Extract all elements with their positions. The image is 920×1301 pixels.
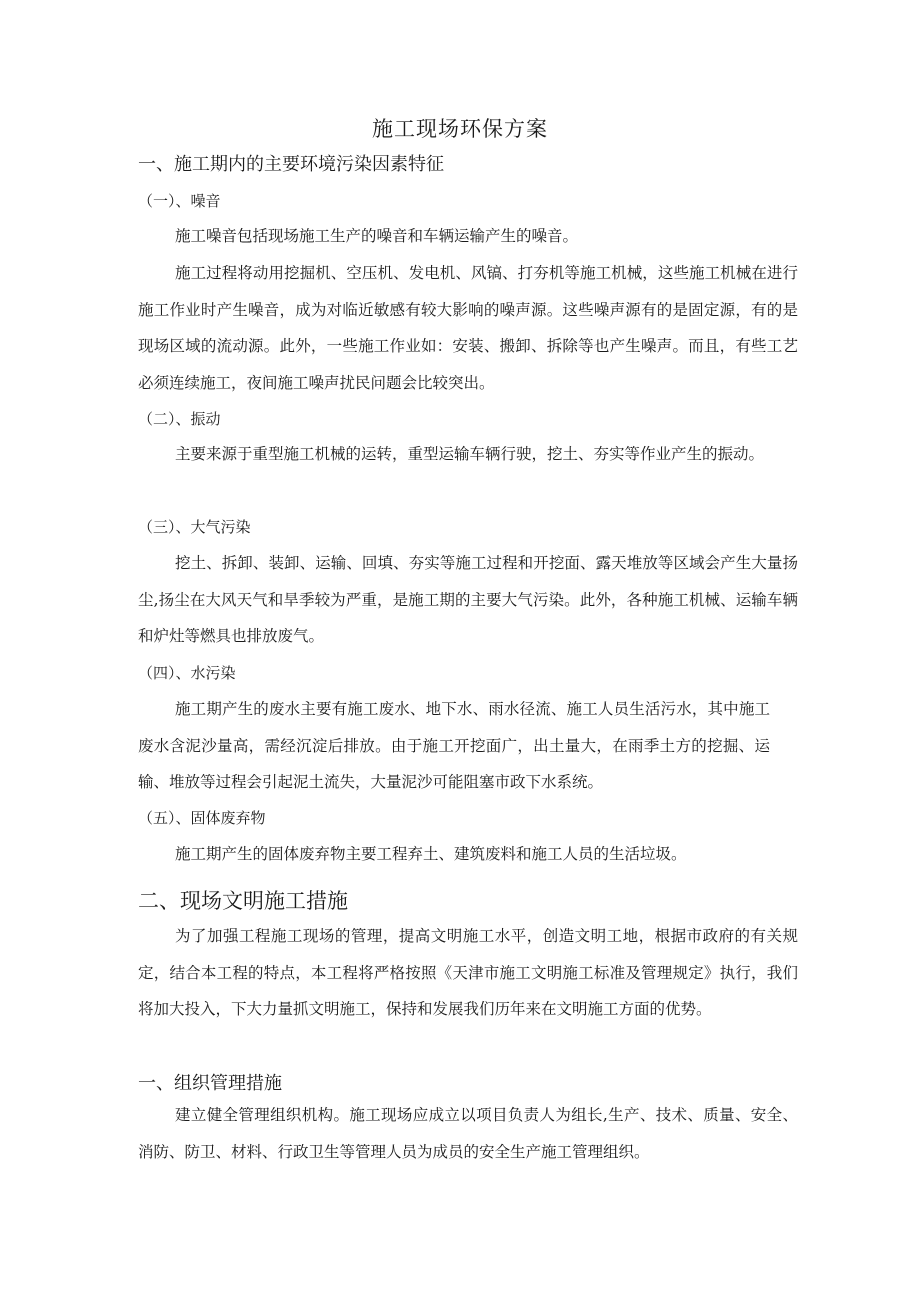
subheading-noise: （一）、噪音 [138,192,221,210]
subheading-organization-measures: 一、组织管理措施 [138,1073,282,1094]
paragraph-air-pollution: 挖土、拆卸、装卸、运输、回填、夯实等施工过程和开挖面、露天堆放等区域会产生大量扬尘,扬尘在大风天气和旱季较为严重，是施工期的主要大气污染。此外，各种施工机械、运输车辆和炉灶等燃具也排放废气。 [138,554,798,645]
document-title: 施工现场环保方案 [372,117,548,141]
section-heading-civilized-construction: 二、现场文明施工措施 [138,889,348,913]
subheading-water-pollution: （四）、水污染 [138,664,236,682]
section-heading-pollution-factors: 一、施工期内的主要环境污染因素特征 [138,154,444,175]
paragraph-civilized-construction: 为了加强工程施工现场的管理，提高文明施工水平，创造文明工地，根据市政府的有关规定，结合本工程的特点，本工程将严格按照《天津市施工文明施工标准及管理规定》执行，我们将加大投入，下大力量抓文明施工，保持和发展我们历年来在文明施工方面的优势。 [138,927,798,1018]
subheading-air-pollution: （三）、大气污染 [138,518,251,536]
subheading-solid-waste: （五）、固体废弃物 [138,809,266,827]
paragraph-vibration: 主要来源于重型施工机械的运转，重型运输车辆行驶，挖土、夯实等作业产生的振动。 [175,445,765,463]
paragraph-noise-sources: 施工噪音包括现场施工生产的噪音和车辆运输产生的噪音。 [175,227,579,245]
paragraph-noise-details: 施工过程将动用挖掘机、空压机、发电机、风镐、打夯机等施工机械，这些施工机械在进行施工作业时产生噪音，成为对临近敏感有较大影响的噪声源。这些噪声源有的是固定源，有的是现场区域的流动源。此外，一些施工作业如：安装、搬卸、拆除等也产生噪声。而且，有些工艺必须连续施工，夜间施工噪声扰民问题会比较突出。 [138,264,798,392]
subheading-vibration: （二）、振动 [138,410,221,428]
paragraph-solid-waste: 施工期产生的固体废弃物主要工程弃土、建筑废料和施工人员的生活垃圾。 [175,845,687,863]
paragraph-organization-measures: 建立健全管理组织机构。施工现场应成立以项目负责人为组长,生产、技术、质量、安全、消防、防卫、材料、行政卫生等管理人员为成员的安全生产施工管理组织。 [138,1106,798,1161]
paragraph-water-pollution: 施工期产生的废水主要有施工废水、地下水、雨水径流、施工人员生活污水，其中施工废水含泥沙量高，需经沉淀后排放。由于施工开挖面广，出土量大，在雨季土方的挖掘、运输、堆放等过程会引起泥土流失，大量泥沙可能阻塞市政下水系统。 [138,700,770,791]
